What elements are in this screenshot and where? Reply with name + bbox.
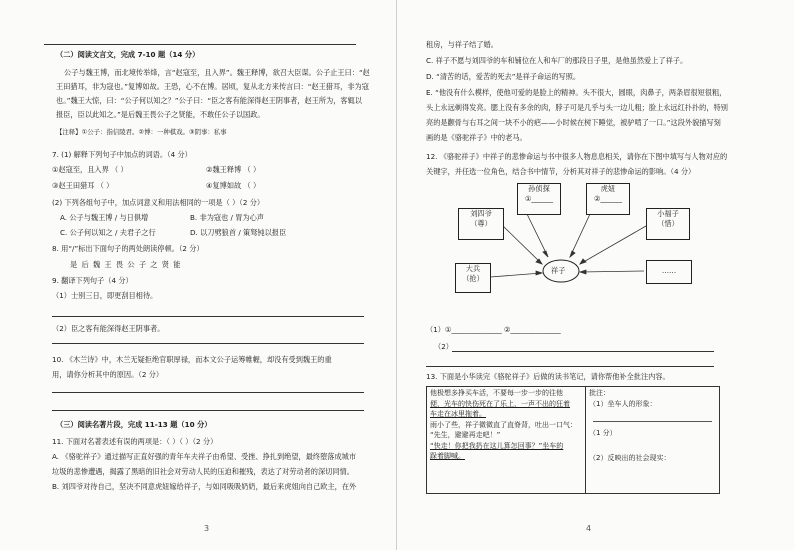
annotation-title: 批注： [589, 389, 610, 397]
excerpt-line: 车走在冰里拖着。 [430, 410, 486, 418]
excerpt-line: 雨小了些，祥子微微直了直脊背，吐出一口气： [430, 420, 577, 429]
page-number: 3 [204, 524, 210, 533]
passage-line: 王田猎耳，非为寇也。”复博如故。王恐，心不在博。居顷，复从北方来传言曰：“赵王猎耳，非为寇 [56, 82, 369, 91]
arrowhead [570, 251, 575, 257]
arrow [503, 226, 542, 264]
arrow [527, 214, 548, 257]
answer-line [426, 366, 714, 367]
annotation-line: （1）坐车人的形象： [589, 399, 657, 408]
q9-prompt: 9. 翻译下列句子（4 分） [52, 276, 133, 285]
excerpt-line: “快走！你把我扔在这儿算怎回事？”坐车的 [430, 441, 564, 450]
excerpt-line: “先生，避避再走吧！” [430, 431, 501, 439]
sec3-header: （三）阅读名著片段，完成 11-13 题（10 分） [56, 420, 212, 429]
q10-prompt: 10. 《木兰诗》中，木兰无疑拒绝官职厚禄，而本文公子运筹帷幄，却没有受到魏王的重 [52, 355, 332, 364]
q10-prompt-cont: 用，请你分析其中的原因。（2 分） [52, 370, 164, 379]
annotation-blank [593, 411, 712, 422]
center-node-label: 祥子 [551, 266, 566, 275]
arrowhead [536, 271, 542, 275]
arrowhead [543, 251, 548, 257]
node-label: 虎妞 [600, 184, 616, 193]
node-label: …… [661, 266, 677, 275]
q11-option-e: 画的是《骆驼祥子》中的老马。 [426, 133, 527, 142]
arrow [580, 226, 646, 264]
passage-note: 【注释】①公子：指信陵君。②博：一种棋戏。③阴事：私事 [56, 128, 227, 136]
node-label: 刘四爷 [470, 209, 492, 218]
arrowhead [536, 259, 542, 264]
excerpt-line: 他极想多挣买车活，不要每一步一步的往他 [430, 389, 563, 397]
arrowhead [580, 270, 586, 274]
arrow [570, 214, 590, 257]
node-liu-siye [458, 208, 504, 240]
q8-prompt: 8. 用“/”标出下面句子的两处朗读停顿。（2 分） [52, 244, 204, 253]
q8-sentence: 是 后 魏 王 畏 公 子 之 贤 能 [70, 260, 182, 269]
node-note: （惜） [657, 218, 679, 228]
q11-option-b-cont: 租房，与祥子结了婚。 [426, 40, 498, 49]
q11-option-a: A. 《骆驼祥子》通过描写正直好强的青年车夫祥子由希望、受挫、挣扎到绝望，最终堕落成城市 [52, 452, 357, 461]
q11-option-e: 头上永远剃得发亮。腮上没有多余的肉，脖子可是几乎与头一边儿粗；脸上永远红扑扑的，特别 [426, 103, 728, 112]
annotation-line: （2）反映出的社会现实： [589, 453, 671, 462]
q11-option-e: 亮的是颧骨与右耳之间一块不小的疤——小时候在树下睡觉，被驴啃了一口。”这段外貌描写刻 [426, 118, 721, 127]
q7-option: A. 公子与魏王博 / 与日俱增 [60, 213, 149, 222]
node-blank: ②______ [593, 193, 622, 203]
excerpt-line: 跺着脚喊。 [430, 452, 465, 460]
q12-prompt-cont: 关键字，并任选一位角色，结合书中情节，分析其对祥子的悲惨命运的影响。（4 分） [426, 167, 696, 176]
q12-answer-1: （1）①______________ ②______________ [426, 325, 561, 334]
q13-prompt: 13. 下面是小华读完《骆驼祥子》后做的读书笔记，请你帮他补全批注内容。 [426, 372, 670, 381]
q7-2-prompt: (2) 下列各组句子中，加点词意义和用法相同的一项是（ ）（2 分） [52, 198, 265, 207]
node-more [646, 260, 692, 284]
reading-notes-table [426, 386, 720, 494]
passage-line: 也。”魏王大惊，曰：“公子何以知之？”公子曰：“臣之客有能深得赵王阴事者，赵王所为，客辄以 [56, 96, 362, 105]
node-label: 小福子 [657, 209, 679, 218]
node-label: 孙侦探 [528, 184, 550, 193]
node-blank: ①______ [524, 193, 553, 203]
answer-line [452, 351, 714, 352]
q11-option-d: D. “清苦的话，爱苦的死去”是祥子命运的写照。 [426, 72, 581, 81]
q7-prompt: 7. (1) 解释下列句子中加点的词语。（4 分） [52, 150, 192, 159]
node-soldiers [455, 263, 491, 293]
passage-line: 公子与魏王博，而北境传举烽，言“赵寇至，且入界”。魏王释博，欲召大臣谋。公子止王曰：“赵 [64, 68, 370, 77]
q12-answer-2: （2） [434, 342, 453, 351]
annotation-gap [589, 439, 716, 453]
q7-option: C. 公子何以知之 / 夫君子之行 [60, 228, 156, 237]
q7-item: ③赵王田猎耳 （ ） [52, 181, 114, 190]
q11-option-e: E. “他没有什么模样，使他可爱的是脸上的精神。头不很大，圆眼，肉鼻子，两条眉很短很粗， [426, 88, 727, 97]
excerpt-line: 便，光车的快伤死在了乐上，一声不出的狂着 [430, 399, 570, 408]
q7-item: ①赵寇至，且入界 （ ） [52, 165, 128, 174]
node-label: 大兵 [465, 264, 481, 273]
node-xiaofuzi [646, 208, 690, 240]
q12-prompt: 12. 《骆驼祥子》中祥子的悲惨命运与书中很多人物息息相关，请你在下图中填写与人物对应的 [426, 152, 728, 161]
q7-option: D. 以刀劈狼首 / 策驽钝以报臣 [190, 228, 287, 237]
passage-line: 报臣，臣以此知之。”是后魏王畏公子之贤能，不敢任公子以国政。 [56, 110, 265, 119]
annotation-line: （1 分） [589, 429, 617, 437]
node-sun-detective [517, 183, 561, 215]
q7-item: ②魏王释博 （ ） [206, 165, 261, 174]
q7-option: B. 非为寇也 / 胃为心声 [190, 213, 264, 222]
q11-option-c: C. 祥子不愿与刘四爷的车和铺位在人和车厂的那段日子里，是他虽然爱上了祥子。 [426, 56, 688, 65]
q11-option-b: B. 刘四爷对待自己，坚决不同意虎妞嫁给祥子，与如同吸吸奶奶，最后来虎姐向自己欧主，在外 [52, 482, 357, 491]
page-number: 4 [586, 524, 592, 533]
arrowhead [580, 259, 586, 264]
notes-annotation [586, 387, 720, 494]
node-note: （尊） [470, 218, 492, 228]
q9-2: （2）臣之客有能深得赵王阴事者。 [52, 324, 165, 333]
notes-excerpt [427, 387, 586, 494]
q9-1: （1）士别三日，即更刮目相待。 [52, 291, 158, 300]
node-huniu [586, 183, 630, 215]
sec2-header: （二）阅读文言文，完成 7-10 题（14 分） [56, 50, 200, 59]
q11-prompt: 11. 下面对名著表述有误的两项是：（ ）（ ）（2 分） [52, 437, 218, 446]
q7-item: ④复博如故 （ ） [206, 181, 261, 190]
q11-option-a-cont: 垃圾的悲惨遭遇，揭露了黑暗的旧社会对劳动人民的压迫和摧残，表达了对劳动者的深切同情。 [52, 467, 354, 476]
node-note: （抢） [462, 273, 484, 283]
arrow [580, 271, 644, 272]
arrow [490, 273, 542, 277]
